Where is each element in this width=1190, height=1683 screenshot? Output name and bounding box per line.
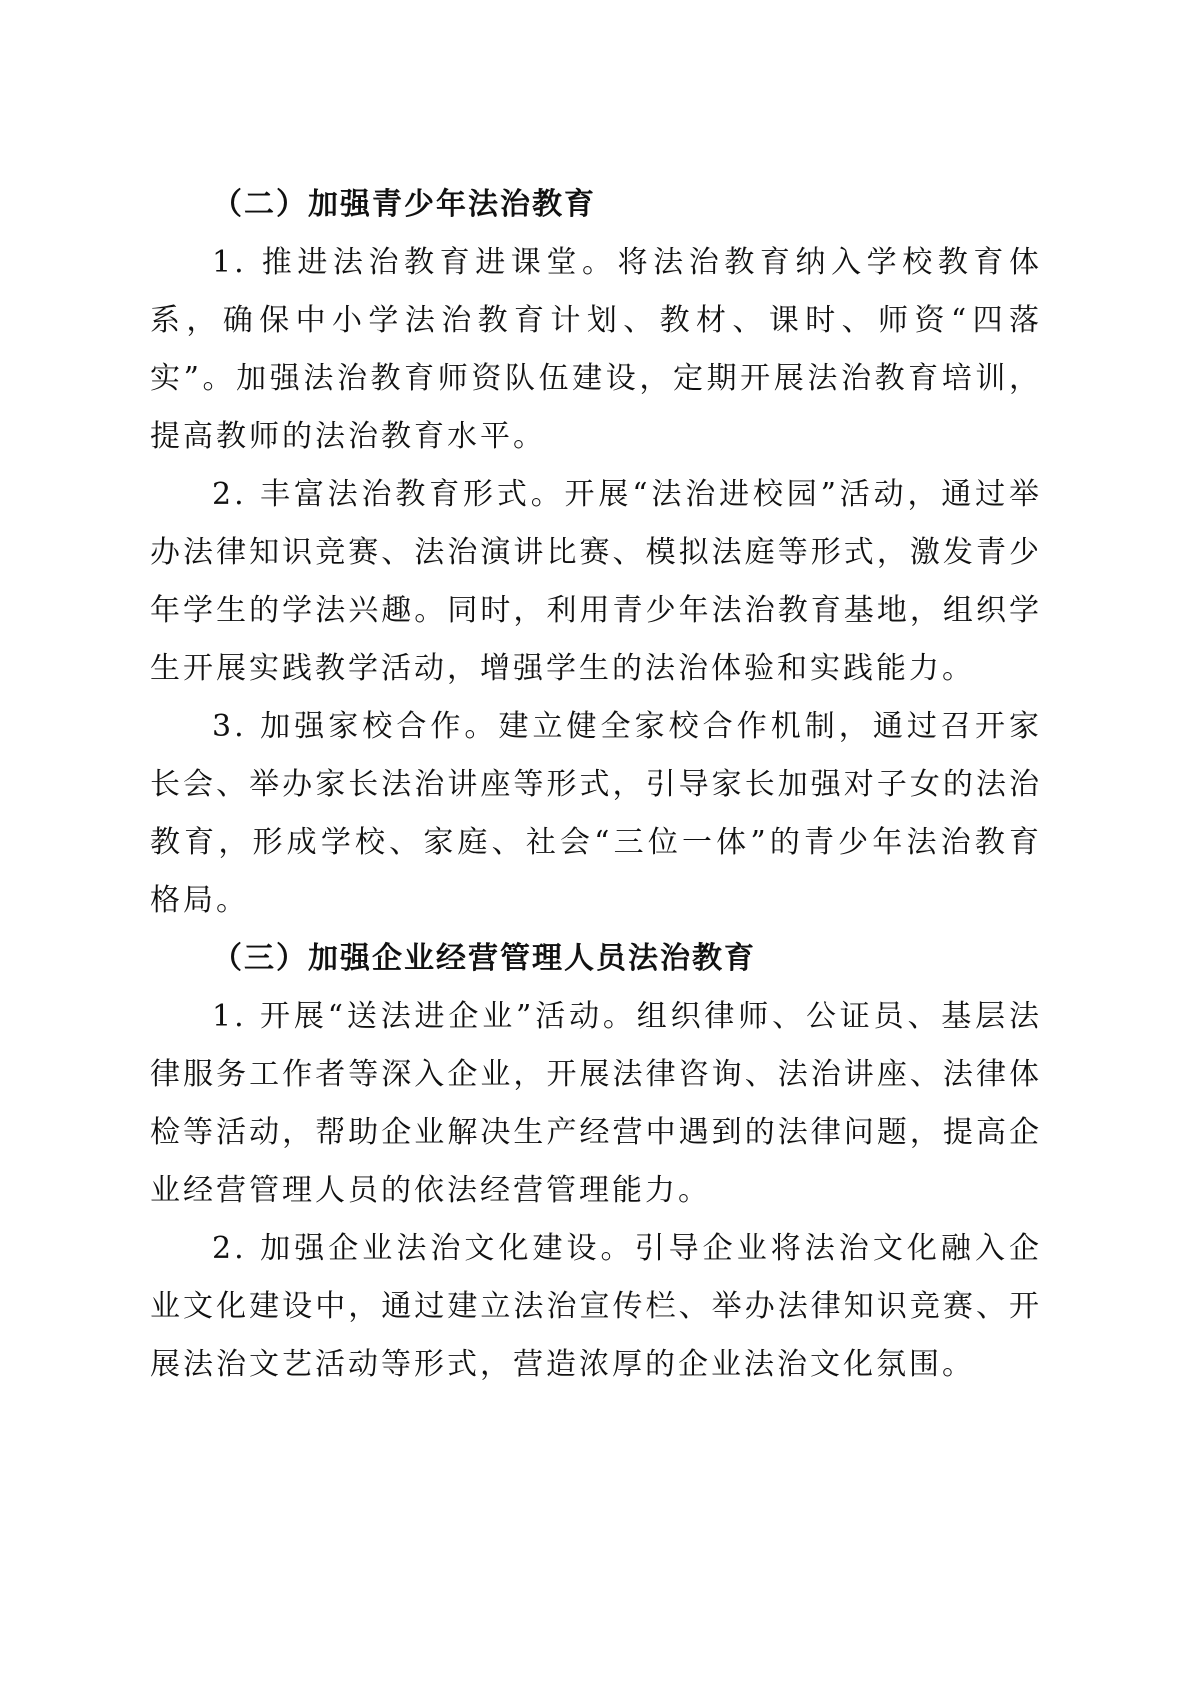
paragraph: 2. 丰富法治教育形式。开展“法治进校园”活动，通过举办法律知识竞赛、法治演讲比赛、模拟法庭等形式，激发青少年学生的学法兴趣。同时，利用青少年法治教育基地，组织学生开展实践教学活动，增强学生的法治体验和实践能力。 [150, 477, 1042, 686]
section-heading: （二）加强青少年法治教育 [212, 187, 596, 222]
section-heading: （三）加强企业经营管理人员法治教育 [212, 941, 756, 976]
paragraph: 3. 加强家校合作。建立健全家校合作机制，通过召开家长会、举办家长法治讲座等形式，引导家长加强对子女的法治教育，形成学校、家庭、社会“三位一体”的青少年法治教育格局。 [150, 709, 1042, 918]
paragraph: 2. 加强企业法治文化建设。引导企业将法治文化融入企业文化建设中，通过建立法治宣传栏、举办法律知识竞赛、开展法治文艺活动等形式，营造浓厚的企业法治文化氛围。 [150, 1231, 1042, 1382]
paragraph: 1. 开展“送法进企业”活动。组织律师、公证员、基层法律服务工作者等深入企业，开展法律咨询、法治讲座、法律体检等活动，帮助企业解决生产经营中遇到的法律问题，提高企业经营管理人员的依法经营管理能力。 [150, 999, 1042, 1208]
document-body [150, 176, 1042, 1394]
paragraph: 1. 推进法治教育进课堂。将法治教育纳入学校教育体系，确保中小学法治教育计划、教材、课时、师资“四落实”。加强法治教育师资队伍建设，定期开展法治教育培训，提高教师的法治教育水平。 [150, 245, 1042, 454]
